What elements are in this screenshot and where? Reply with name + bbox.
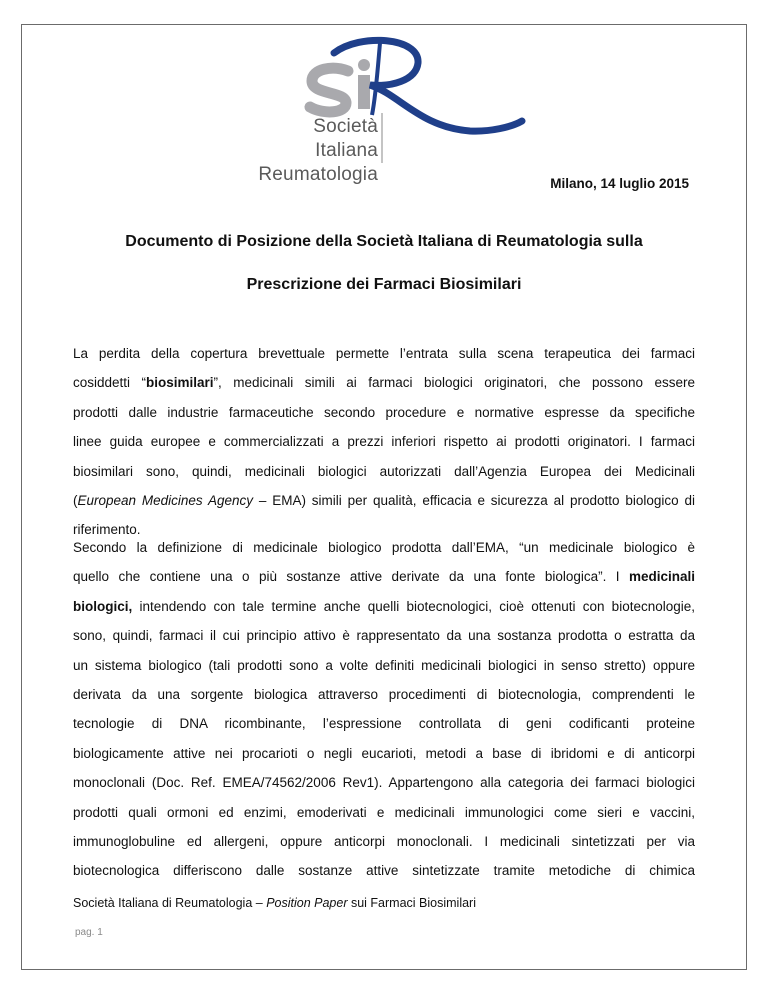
p1-line: cosiddetti “biosimilari”, medicinali simili ai farmaci biologici originatori, che possono essere	[73, 375, 696, 391]
p1-line: linee guida europee e commercializzati a prezzi inferiori rispetto ai prodotti originatori. I farmaci	[73, 434, 695, 450]
p1-line: (European Medicines Agency – EMA) simili per qualità, efficacia e sicurezza al prodotto biologico di	[73, 492, 696, 508]
p2-line: biotecnologica differiscono dalle sostanze attive sintetizzate tramite metodiche di chimica	[73, 863, 695, 879]
p2-line: immunoglobuline ed allergeni, oppure anticorpi monoclonali. I medicinali sintetizzati per via	[73, 833, 695, 849]
document-title-line2: Prescrizione dei Farmaci Biosimilari	[246, 276, 522, 293]
p1-line: La perdita della copertura brevettuale permette l’entrata sulla scena terapeutica dei farmaci	[73, 346, 695, 361]
p1-line: prodotti dalle industrie farmaceutiche secondo procedure e normative espresse da specifiche	[73, 404, 695, 420]
page-number: pag. 1	[75, 927, 103, 938]
p1-line: biosimilari sono, quindi, medicinali biologici autorizzati dall’Agenzia Europea dei Medicinali	[73, 463, 695, 479]
biologici-term: biologici,	[73, 598, 133, 614]
p2-line: prodotti quali ormoni ed enzimi, emoderivati e medicinali immunologici come sieri e vaccini,	[73, 804, 695, 820]
document-title-line1: Documento di Posizione della Società Italiana di Reumatologia sulla	[125, 233, 643, 250]
p2-line: biologicamente attive nei procarioti o negli eucarioti, metodi a base di ibridomi e di anticorpi	[73, 745, 695, 761]
p2-line: biologici, intendendo con tale termine anche quelli biotecnologici, cioè ottenuti con biotecnologie,	[73, 598, 695, 614]
p2-line: derivata da una sorgente biologica attraverso procedimenti di biotecnologia, comprendenti le	[73, 686, 695, 702]
p1-line: riferimento.	[73, 522, 141, 538]
medicinali-term: medicinali	[628, 569, 695, 585]
paragraph-1	[73, 339, 695, 545]
sir-logo	[250, 35, 540, 185]
page-footer: Società Italiana di Reumatologia – Position Paper sui Farmaci Biosimilari	[73, 896, 476, 910]
p2-line: Secondo la definizione di medicinale biologico prodotta dall’EMA, “un medicinale biologico è	[73, 540, 695, 555]
p2-line: un sistema biologico (tali prodotti sono a volte definiti medicinali biologici in senso stretto) oppure	[73, 657, 695, 673]
footer-position-paper: Position Paper	[266, 896, 348, 910]
p2-line: tecnologie di DNA ricombinante, l’espressione controllata di geni codificanti proteine	[73, 716, 695, 732]
ema-name: European Medicines Agency	[77, 492, 254, 508]
p2-line: quello che contiene una o più sostanze attive derivate da una fonte biologica”. I medicinali	[73, 569, 695, 585]
logo-text-line2: Reumatologia	[258, 164, 378, 185]
paragraph-2	[73, 533, 695, 886]
document-date: Milano, 14 luglio 2015	[550, 176, 689, 191]
logo-text-line1: Società Italiana	[313, 116, 378, 161]
biosimilari-term: biosimilari	[146, 375, 214, 391]
p2-line: sono, quindi, farmaci il cui principio attivo è rappresentato da una sostanza prodotta o estratta da	[73, 628, 695, 644]
p2-line: monoclonali (Doc. Ref. EMEA/74562/2006 Rev1). Appartengono alla categoria dei farmaci biologici	[73, 775, 695, 791]
